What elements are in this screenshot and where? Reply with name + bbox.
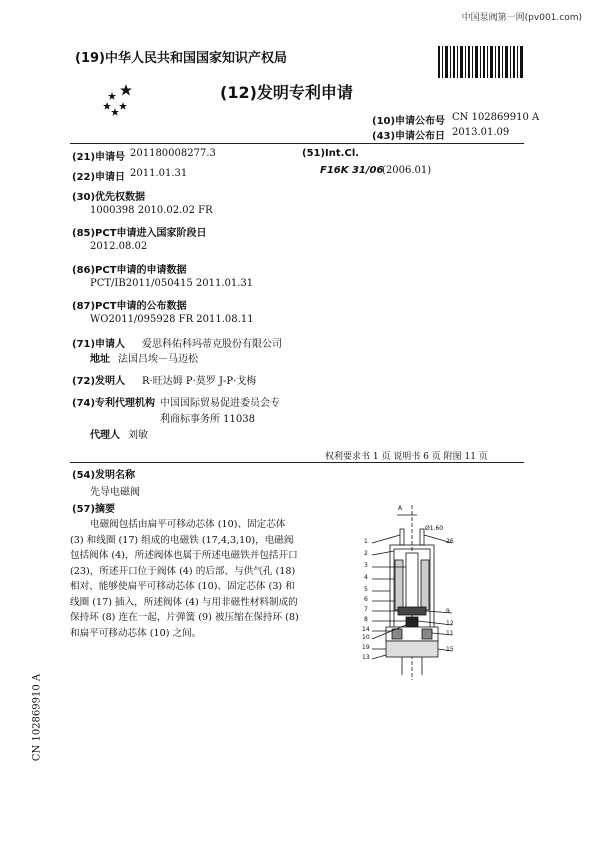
priority-label: (30)优先权数据 — [72, 192, 146, 203]
page-counts: 权利要求书 1 页 说明书 6 页 附图 11 页 — [325, 452, 488, 462]
figure-label: 12 — [446, 620, 454, 627]
figure-label: 26 — [446, 538, 454, 545]
figure-label: 4 — [364, 574, 368, 581]
figure-label: 6 — [364, 596, 368, 603]
inventors: R·旺达姆 P·莫罗 J-P·戈梅 — [142, 376, 257, 387]
address-label: 地址 — [90, 354, 110, 365]
app-no-label: (21)申请号 — [72, 152, 126, 163]
filing-date-label: (22)申请日 — [72, 172, 126, 183]
body-rule — [70, 462, 524, 463]
address: 法国吕埃－马迈松 — [118, 354, 198, 365]
star-icon — [103, 102, 111, 110]
abstract-label: (57)摘要 — [72, 504, 116, 515]
barcode — [438, 46, 524, 78]
pub-no-label: (10)申请公布号 — [372, 116, 446, 127]
office-name: (19)中华人民共和国国家知识产权局 — [75, 51, 287, 66]
pct-pub: WO2011/095928 FR 2011.08.11 — [90, 314, 254, 325]
abstract-text: 电磁阀包括由扁平可移动芯体 (10)、固定芯体 (3) 和线圈 (17) 组成的电磁铁 (17,4,3,10)，电磁阀包括阀体 (4)，所述阀体也属于所述电磁铁并包括开口 (23)，所述开口位于阀体 (4) 的后部、与供气孔 (18) 相对、能够使扁平可移动芯体 (10)、固定芯体 (3) 和线圈 (17) 插入，所述阀体 (4) 与用非磁性材料制成的保持环 (8) 连在一起，片弹簧 (9) 被压缩在保持环 (8) 和扁平可移动芯体 (10) 之间。 — [70, 519, 299, 639]
figure-label: 13 — [362, 654, 370, 661]
star-icon — [108, 92, 116, 100]
figure-label: 19 — [362, 644, 370, 651]
pct-entry-label: (85)PCT申请进入国家阶段日 — [72, 228, 207, 239]
applicant: 爱思科佑科玛蒂克股份有限公司 — [142, 339, 282, 350]
watermark: 中国泵阀第一网(pv001.com) — [461, 13, 582, 23]
title-label: (54)发明名称 — [72, 470, 136, 481]
figure-label: 9 — [446, 608, 450, 615]
invention-title: 先导电磁阀 — [90, 487, 140, 498]
figure-top-label: A — [398, 505, 403, 512]
valve-drawing — [362, 505, 462, 685]
figure-label: 11 — [446, 630, 454, 637]
pct-pub-label: (87)PCT申请的公布数据 — [72, 301, 187, 312]
figure-label: 14 — [362, 626, 370, 633]
figure-label: 1 — [364, 538, 368, 545]
agency-line-1: 中国国际贸易促进委员会专 — [160, 398, 280, 409]
side-pub-no: CN 102869910 A — [31, 673, 43, 762]
ipc-version: (2006.01) — [382, 165, 432, 176]
figure-label: 15 — [446, 646, 454, 653]
priority: 1000398 2010.02.02 FR — [90, 205, 213, 216]
header-rule — [70, 143, 524, 144]
pct-app: PCT/IB2011/050415 2011.01.31 — [90, 278, 254, 289]
pub-date: 2013.01.09 — [452, 127, 510, 138]
figure-label: 3 — [364, 562, 368, 569]
ipc-label: (51)Int.Cl. — [302, 148, 360, 159]
ipc: F16K 31/06 — [320, 165, 384, 176]
inventor-label: (72)发明人 — [72, 376, 126, 387]
figure-dim-label: Ø1.60 — [425, 525, 444, 532]
agency-label: (74)专利代理机构 — [72, 398, 156, 409]
applicant-label: (71)申请人 — [72, 339, 126, 350]
star-icon — [119, 102, 127, 110]
star-icon — [111, 108, 119, 116]
star-icon — [120, 84, 132, 96]
agent-label: 代理人 — [90, 430, 120, 441]
document-type: (12)发明专利申请 — [220, 83, 353, 102]
agent: 刘敏 — [128, 430, 148, 441]
figure-label: 10 — [362, 634, 370, 641]
pub-date-label: (43)申请公布日 — [372, 131, 446, 142]
pct-entry: 2012.08.02 — [90, 241, 148, 252]
pub-no: CN 102869910 A — [452, 112, 540, 123]
agency-line-2: 利商标事务所 11038 — [160, 414, 255, 425]
pct-app-label: (86)PCT申请的申请数据 — [72, 265, 187, 276]
filing-date: 2011.01.31 — [130, 168, 188, 179]
figure-label: 2 — [364, 550, 368, 557]
figure-label: 7 — [364, 606, 368, 613]
app-no: 201180008277.3 — [130, 148, 216, 159]
figure-label: 8 — [364, 616, 368, 623]
office-logo — [98, 80, 138, 120]
figure-label: 5 — [364, 586, 368, 593]
